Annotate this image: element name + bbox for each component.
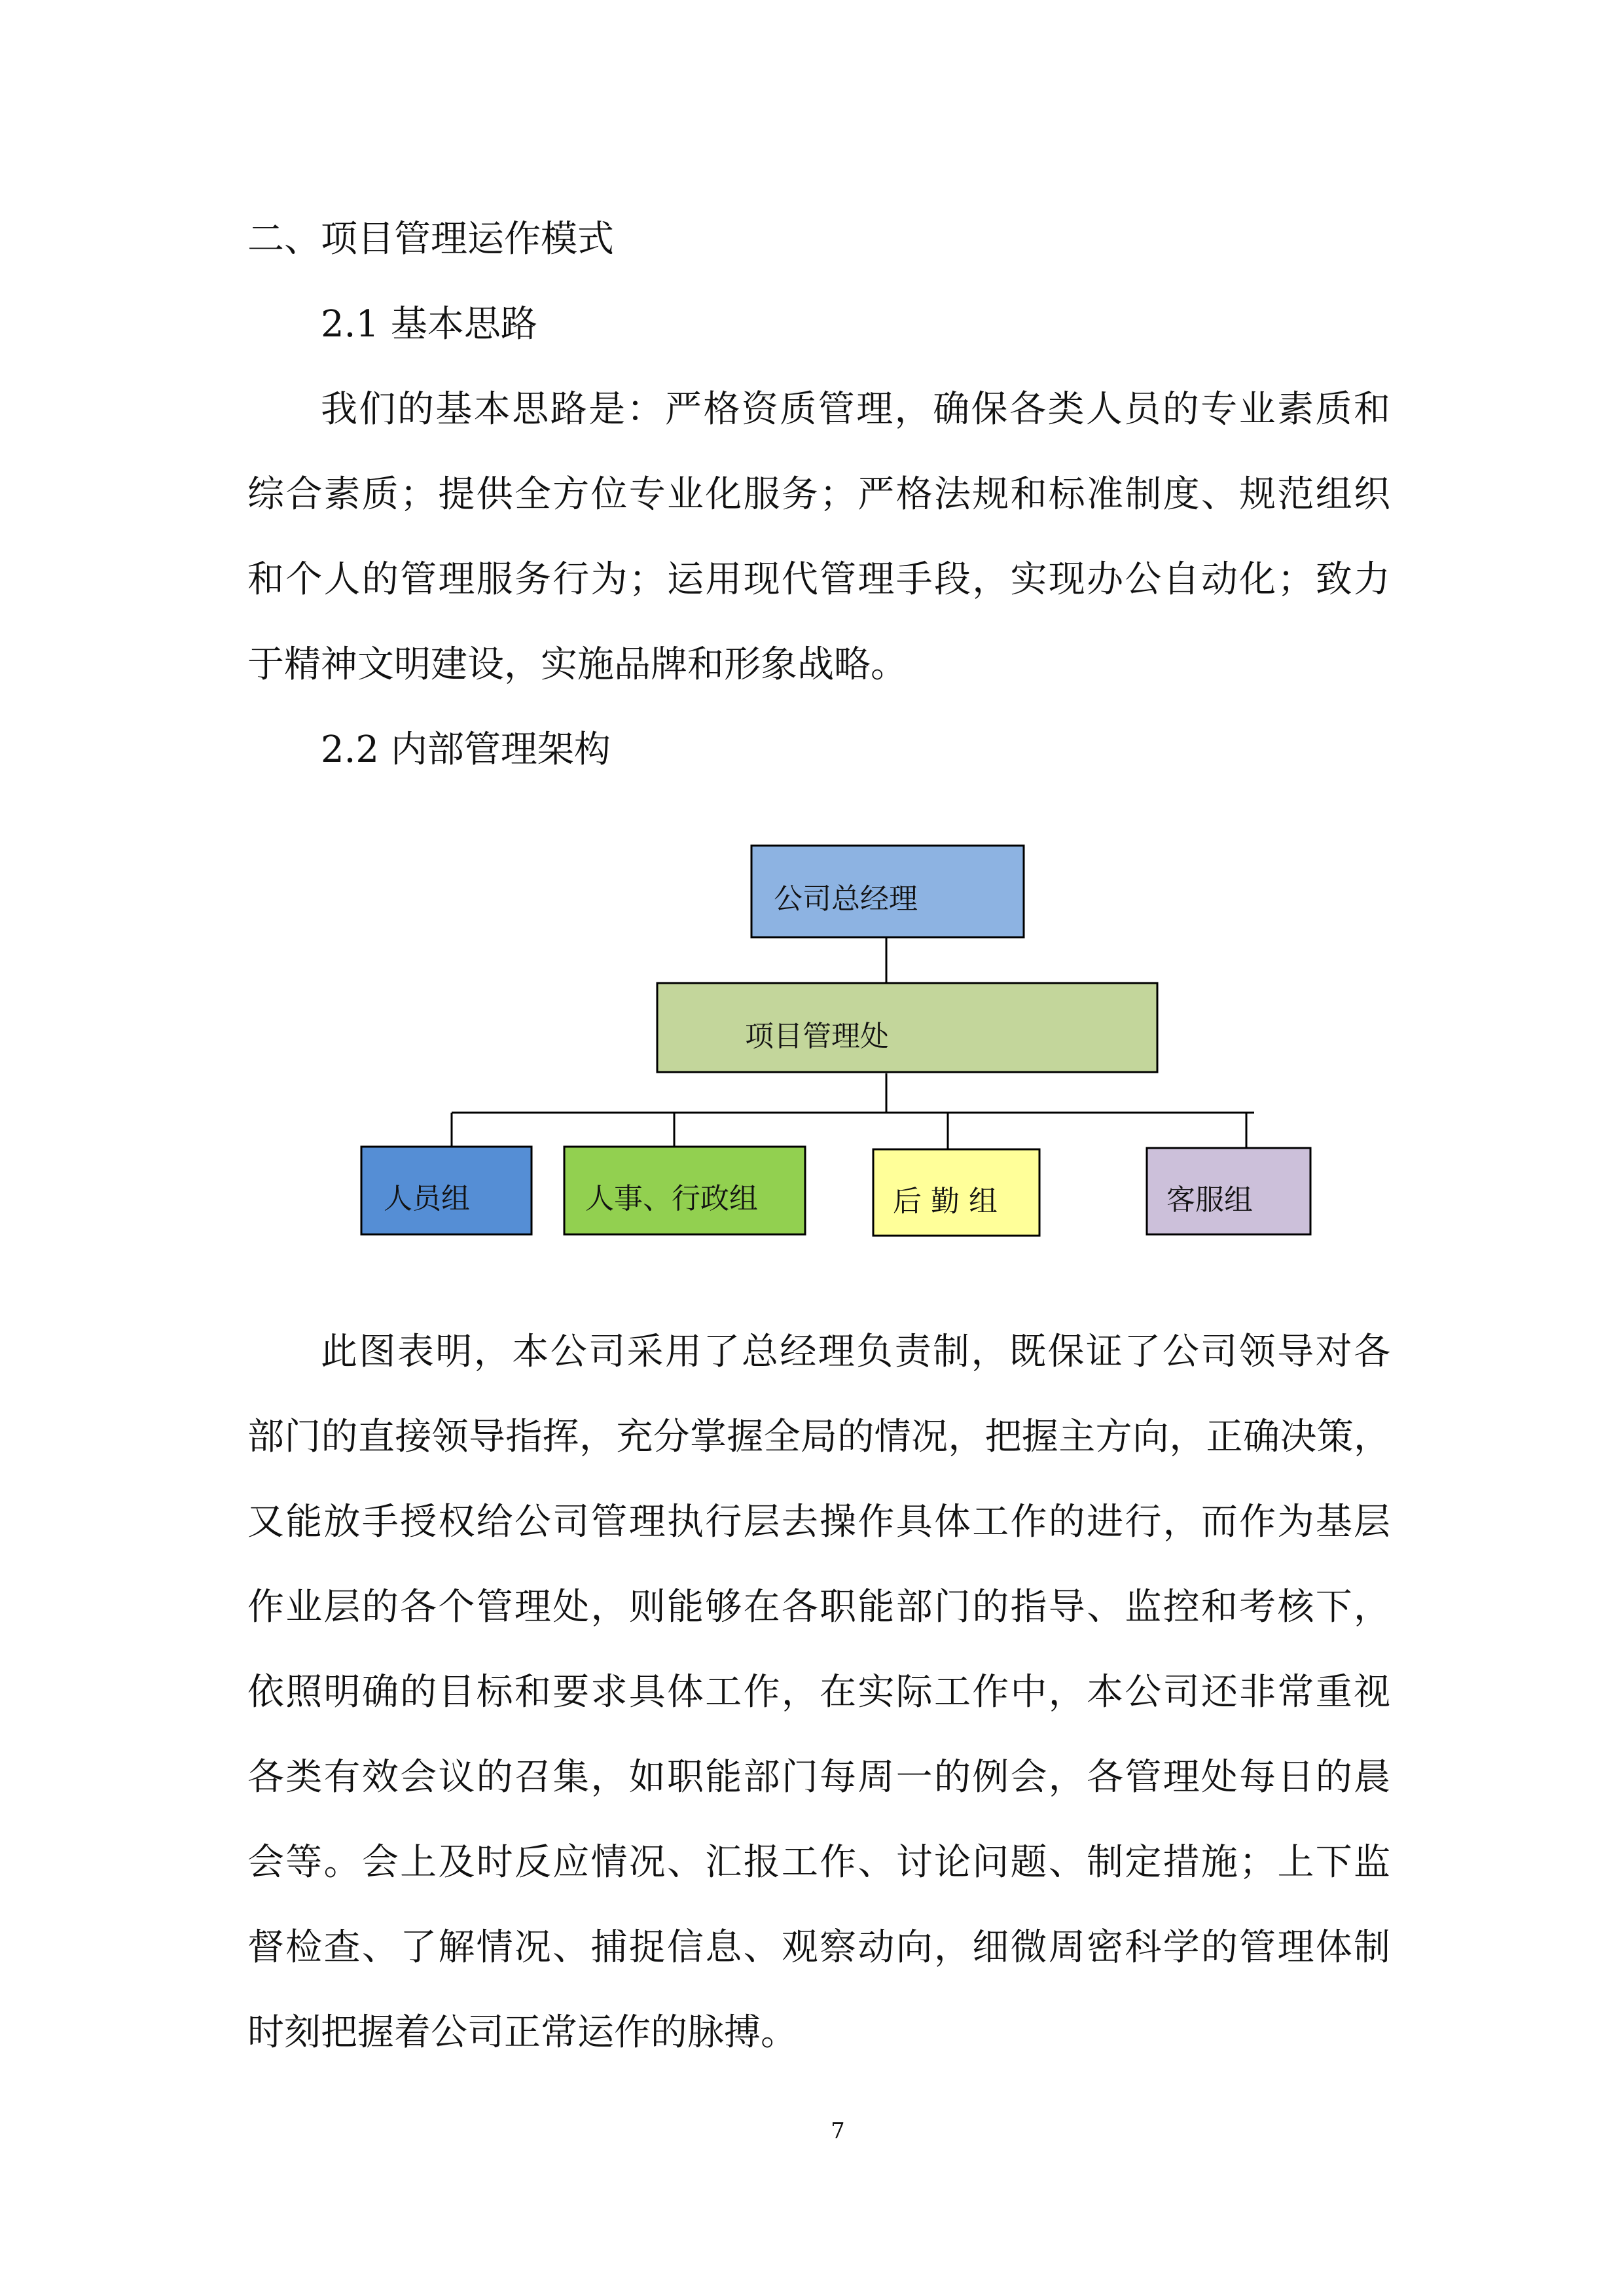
- paragraph-line: 督检查、了解情况、捕捉信息、观察动向，细微周密科学的管理体制: [247, 1926, 1390, 1969]
- paragraph-line: 此图表明，本公司采用了总经理负责制，既保证了公司领导对各: [321, 1331, 1390, 1373]
- section-title: 二、项目管理运作模式: [247, 218, 614, 260]
- paragraph-line: 我们的基本思路是：严格资质管理，确保各类人员的专业素质和: [321, 388, 1390, 431]
- paragraph-line: 又能放手授权给公司管理执行层去操作具体工作的进行，而作为基层: [247, 1501, 1390, 1543]
- paragraph-line: 综合素质；提供全方位专业化服务；严格法规和标准制度、规范组织: [247, 473, 1390, 516]
- paragraph-line: 时刻把握着公司正常运作的脉搏。: [247, 2011, 797, 2054]
- paragraph-line: 和个人的管理服务行为；运用现代管理手段，实现办公自动化；致力: [247, 558, 1390, 601]
- org-label-personnel-group: 人员组: [384, 1182, 470, 1215]
- paragraph-line: 依照明确的目标和要求具体工作，在实际工作中，本公司还非常重视: [247, 1671, 1390, 1713]
- org-label-logistics-group: 后 勤 组: [893, 1185, 998, 1218]
- subsection-title-org-structure: 2.2 内部管理架构: [321, 728, 611, 771]
- org-box-project-management-office: [657, 983, 1157, 1072]
- paragraph-line: 部门的直接领导指挥，充分掌握全局的情况，把握主方向，正确决策，: [247, 1416, 1390, 1458]
- org-label-general-manager: 公司总经理: [774, 882, 918, 916]
- org-label-hr-admin-group: 人事、行政组: [585, 1182, 758, 1215]
- page-number: 7: [831, 2118, 845, 2144]
- org-label-customer-service-group: 客服组: [1166, 1183, 1253, 1217]
- subsection-title-basic-idea: 2.1 基本思路: [321, 303, 537, 346]
- paragraph-line: 作业层的各个管理处，则能够在各职能部门的指导、监控和考核下，: [247, 1586, 1390, 1628]
- paragraph-line: 各类有效会议的召集，如职能部门每周一的例会，各管理处每日的晨: [247, 1756, 1390, 1799]
- paragraph-line: 会等。会上及时反应情况、汇报工作、讨论问题、制定措施；上下监: [247, 1841, 1390, 1884]
- paragraph-line: 于精神文明建设，实施品牌和形象战略。: [247, 643, 907, 686]
- org-label-project-management-office: 项目管理处: [745, 1020, 889, 1053]
